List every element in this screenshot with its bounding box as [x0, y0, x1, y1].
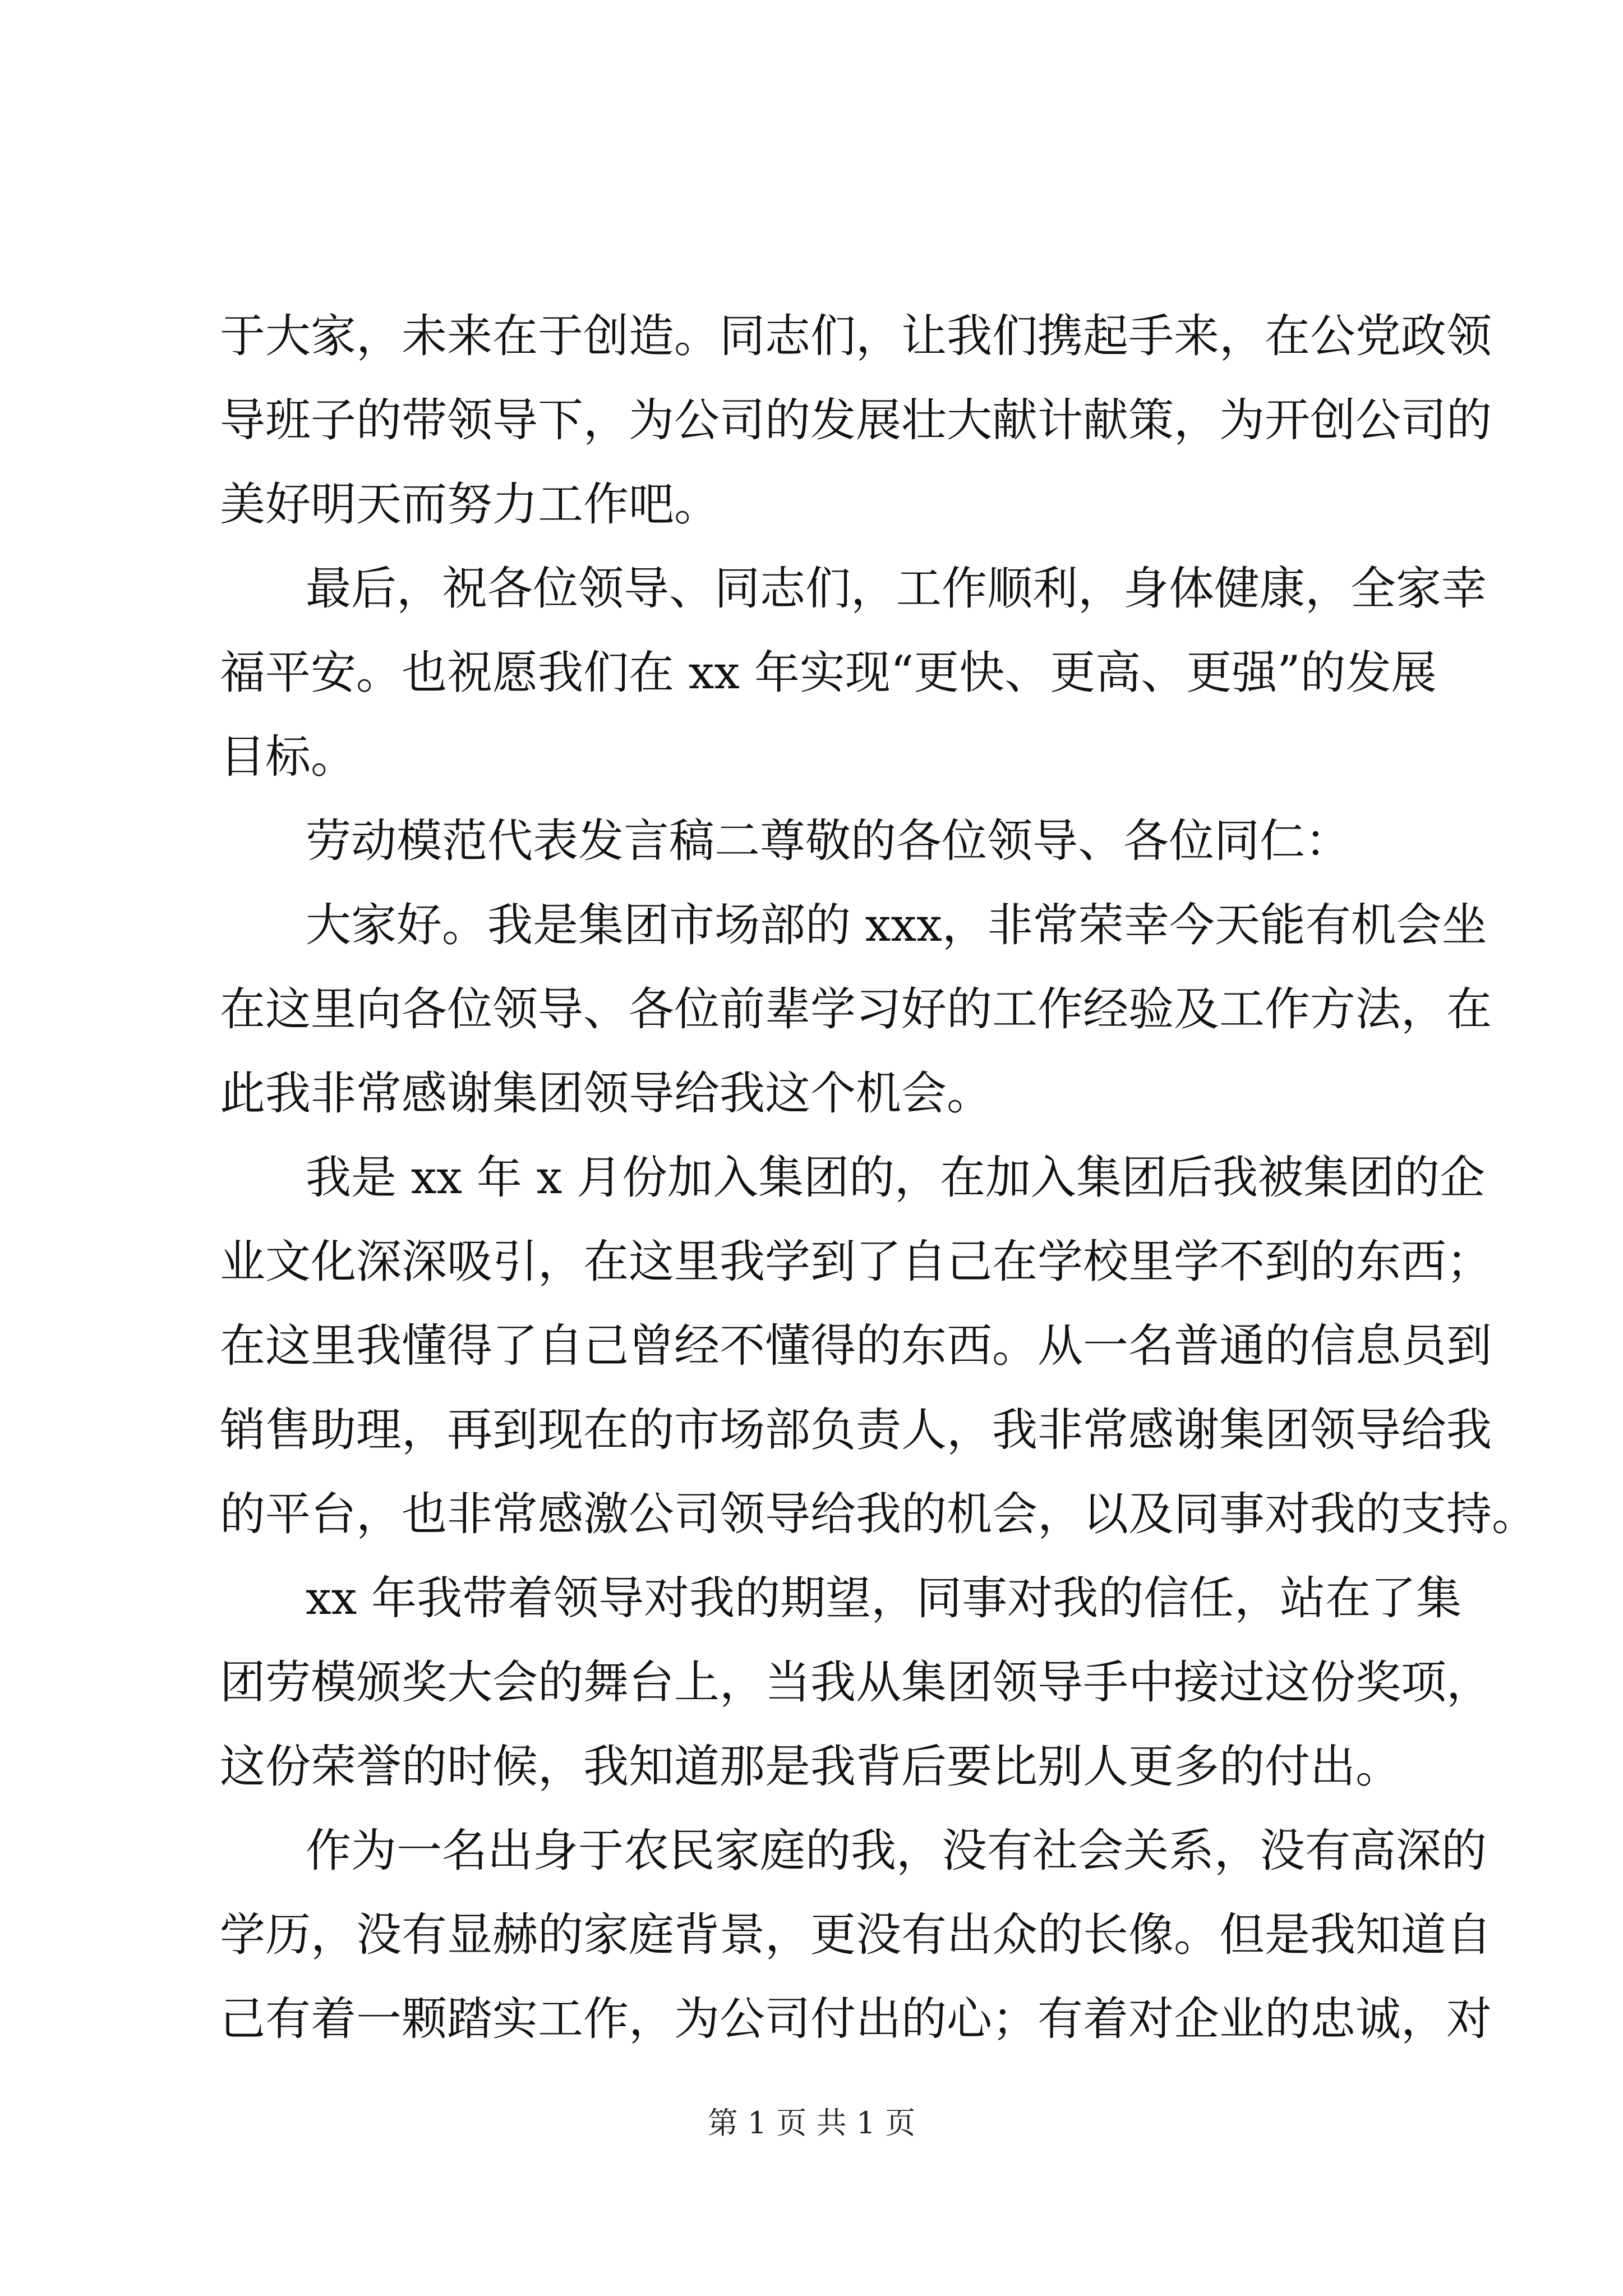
text-line: 业文化深深吸引，在这里我学到了自己在学校里学不到的东西； — [220, 1236, 1492, 1289]
text-line: xx 年我带着领导对我的期望，同事对我的信任，站在了集 — [306, 1572, 1462, 1625]
text-line: 在这里向各位领导、各位前辈学习好的工作经验及工作方法，在 — [220, 983, 1492, 1036]
text-line: 团劳模颁奖大会的舞台上，当我从集团领导手中接过这份奖项， — [220, 1657, 1492, 1709]
text-line: 于大家，未来在于创造。同志们，让我们携起手来，在公党政领 — [220, 310, 1492, 363]
text-line: 美好明天而努力工作吧。 — [220, 478, 720, 531]
text-line: 这份荣誉的时候，我知道那是我背后要比别人更多的付出。 — [220, 1741, 1401, 1793]
text-line: 最后，祝各位领导、同志们，工作顺利，身体健康，全家幸 — [306, 563, 1487, 615]
text-line: 销售助理，再到现在的市场部负责人，我非常感谢集团领导给我 — [220, 1404, 1492, 1457]
text-line: 目标。 — [220, 731, 357, 784]
text-line: 导班子的带领导下，为公司的发展壮大献计献策，为开创公司的 — [220, 394, 1492, 447]
page-footer: 第 1 页 共 1 页 — [707, 2105, 916, 2141]
text-line: 在这里我懂得了自己曾经不懂得的东西。从一名普通的信息员到 — [220, 1320, 1492, 1373]
text-line: 大家好。我是集团市场部的 xxx，非常荣幸今天能有机会坐 — [306, 899, 1487, 952]
text-line: 我是 xx 年 x 月份加入集团的，在加入集团后我被集团的企 — [306, 1152, 1486, 1204]
text-line: 劳动模范代表发言稿二尊敬的各位领导、各位同仁： — [306, 815, 1351, 868]
text-line: 的平台，也非常感激公司领导给我的机会，以及同事对我的支持。 — [220, 1488, 1538, 1541]
text-line: 福平安。也祝愿我们在 xx 年实现“更快、更高、更强”的发展 — [220, 647, 1437, 700]
text-line: 学历，没有显赫的家庭背景，更没有出众的长像。但是我知道自 — [220, 1909, 1492, 1962]
text-line: 己有着一颗踏实工作，为公司付出的心；有着对企业的忠诚，对 — [220, 1993, 1492, 2046]
text-line: 此我非常感谢集团领导给我这个机会。 — [220, 1068, 993, 1120]
text-line: 作为一名出身于农民家庭的我，没有社会关系，没有高深的 — [306, 1825, 1487, 1878]
